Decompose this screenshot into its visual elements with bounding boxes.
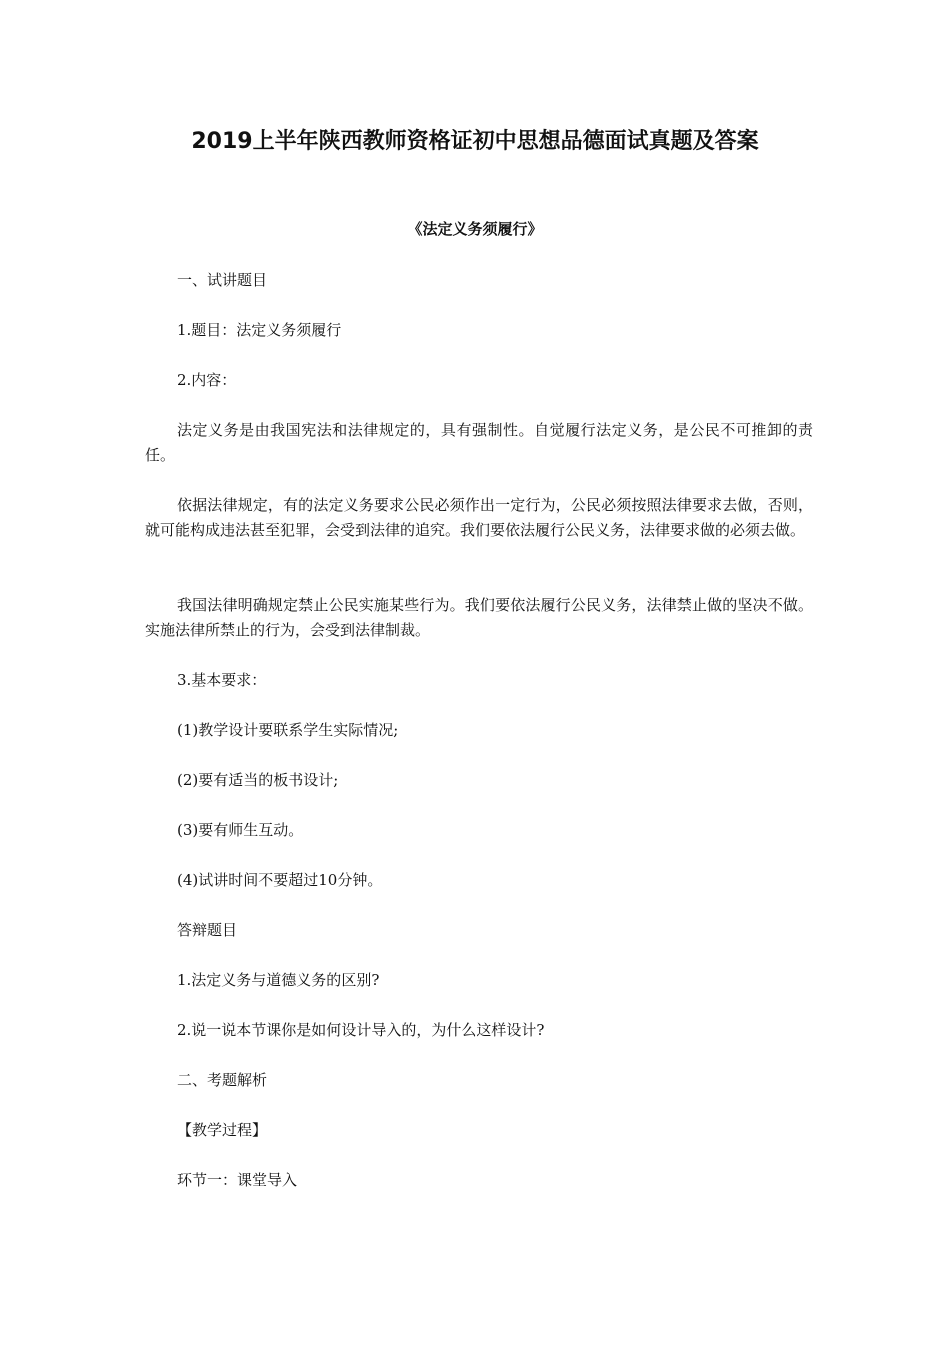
requirement-item-4: (4)试讲时间不要超过10分钟。 [177,871,383,889]
section-heading-analysis: 二、考题解析 [177,1071,268,1089]
content-paragraph-3: 我国法律明确规定禁止公民实施某些行为。我们要依法履行公民义务，法律禁止做的坚决不做。实施法律所禁止的行为，会受到法律制裁。 [145,596,813,639]
section-heading-trial-topic: 一、试讲题目 [177,271,268,289]
requirement-item-1: (1)教学设计要联系学生实际情况; [177,721,399,739]
requirements-label: 3.基本要求： [177,671,267,689]
stage-one-label: 环节一：课堂导入 [177,1171,298,1189]
requirement-item-2: (2)要有适当的板书设计; [177,771,339,789]
requirement-item-3: (3)要有师生互动。 [177,821,304,839]
defense-question-2: 2.说一说本节课你是如何设计导入的，为什么这样设计? [177,1021,545,1039]
topic-line: 1.题目：法定义务须履行 [177,321,342,339]
content-paragraph-2: 依据法律规定，有的法定义务要求公民必须作出一定行为，公民必须按照法律要求去做，否则，就可能构成违法甚至犯罪，会受到法律的追究。我们要依法履行公民义务，法律要求做的必须去做。 [145,496,813,539]
document-subtitle: 《法定义务须履行》 [407,220,543,238]
content-label: 2.内容： [177,371,237,389]
content-paragraph-1: 法定义务是由我国宪法和法律规定的，具有强制性。自觉履行法定义务，是公民不可推卸的责任。 [145,421,813,464]
defense-question-1: 1.法定义务与道德义务的区别? [177,971,380,989]
teaching-process-label: 【教学过程】 [177,1121,268,1139]
defense-topics-label: 答辩题目 [177,921,238,939]
document-title: 2019上半年陕西教师资格证初中思想品德面试真题及答案 [191,129,759,154]
